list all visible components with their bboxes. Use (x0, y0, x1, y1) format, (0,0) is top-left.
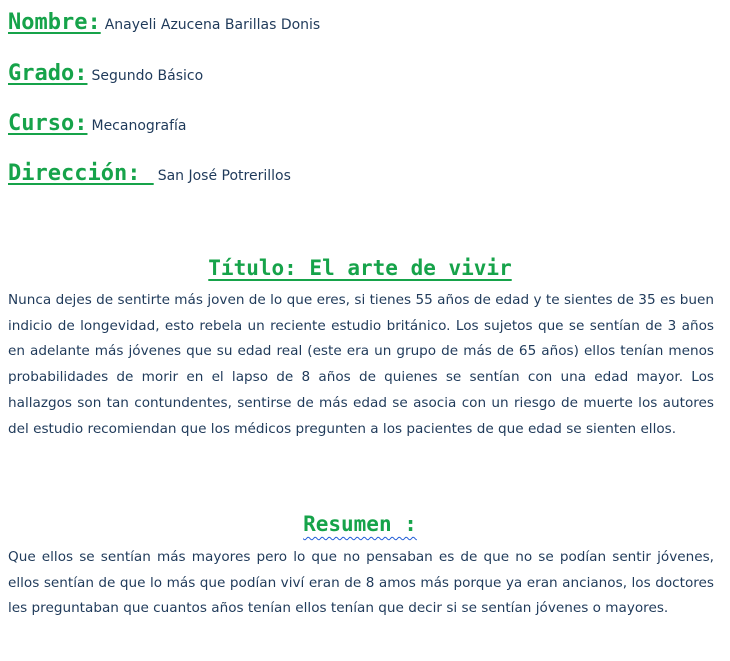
field-direccion (8, 163, 291, 185)
article-body: Nunca dejes de sentirte más joven de lo que eres, si tienes 55 años de edad y te sientes de 35 es buen indicio de longevidad, esto rebela un reciente estudio británico. Los sujetos que se sentían de 3 años en adelante más jóvenes que su edad real (este era un grupo de más de 65 años) ellos tenían menos probabilidades de morir en el lapso de 8 años de quienes se sentían con una edad mayor. Los hallazgos son tan contundentes, sentirse de más edad se asocia con un riesgo de muerte los autores del estudio recomiendan que los médicos pregunten a los pacientes de que edad se sienten ellos. (8, 292, 714, 437)
field-grado (8, 63, 203, 85)
field-label-grado: Grado: (8, 61, 88, 86)
field-curso (8, 113, 187, 135)
field-label-direccion: Dirección: (8, 161, 154, 186)
summary-title (0, 514, 720, 535)
field-nombre (8, 12, 320, 34)
summary-title-text: Resumen : (303, 512, 417, 536)
field-value-curso: Mecanografía (91, 118, 187, 134)
field-label-nombre: Nombre: (8, 10, 101, 35)
field-value-direccion: San José Potrerillos (157, 168, 291, 184)
summary-body: Que ellos se sentían más mayores pero lo que no pensaban es de que no se podían sentir jóvenes, ellos sentían de que lo más que podían viví eran de 8 amos más porque ya eran ancianos, los doctores les preguntaban que cuantos años tenían ellos tenían que decir si se sentían jóvenes o mayores. (8, 549, 714, 617)
field-value-nombre: Anayeli Azucena Barillas Donis (104, 17, 321, 33)
field-value-grado: Segundo Básico (91, 68, 204, 84)
article-title: Título: El arte de vivir (208, 256, 512, 280)
field-label-curso: Curso: (8, 111, 88, 136)
